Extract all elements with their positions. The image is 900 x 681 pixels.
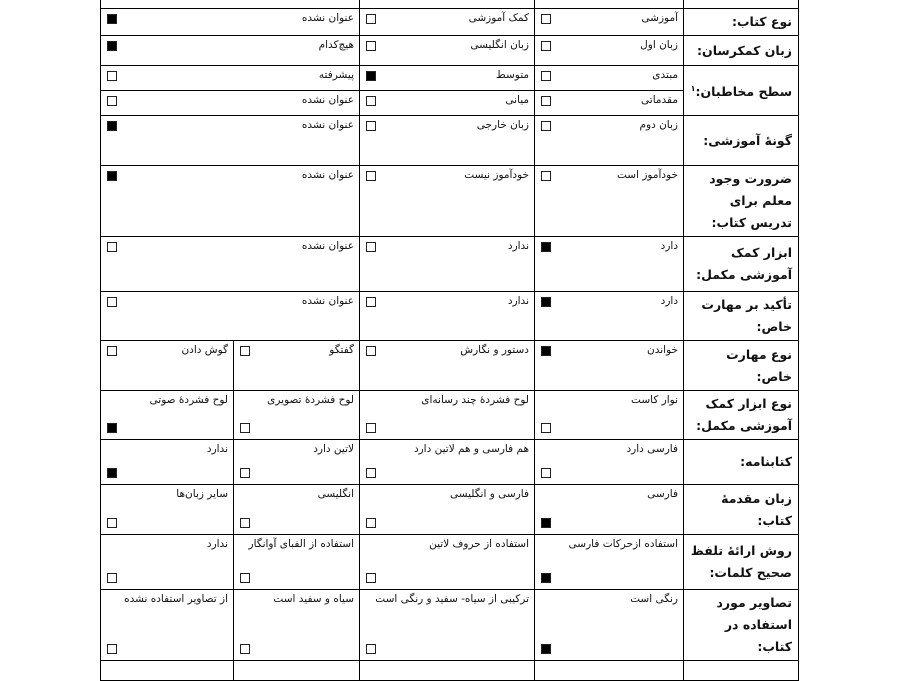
option-cell (101, 341, 234, 391)
checkbox[interactable] (240, 468, 250, 478)
option-cell (360, 237, 535, 292)
checkbox[interactable] (366, 423, 376, 433)
checkbox-checked[interactable] (107, 41, 117, 51)
checkbox[interactable] (541, 14, 551, 24)
form-row (101, 590, 799, 661)
option-label: عنوان نشده (301, 12, 354, 24)
form-row (101, 341, 799, 391)
form-row (101, 36, 799, 66)
partial-cell (535, 0, 684, 9)
option-cell (535, 292, 684, 341)
option-cell (360, 9, 535, 36)
option-cell (360, 292, 535, 341)
option-label: مبتدی (652, 69, 678, 81)
checkbox[interactable] (366, 297, 376, 307)
checkbox[interactable] (541, 171, 551, 181)
option-label: دارد (660, 240, 678, 252)
option-label: فارسی و انگلیسی (450, 488, 529, 500)
form-row (101, 9, 799, 36)
option-cell (535, 116, 684, 166)
option-cell (101, 91, 360, 116)
option-cell (101, 36, 360, 66)
checkbox[interactable] (541, 71, 551, 81)
option-label: نوار کاست (631, 394, 678, 406)
option-cell (101, 440, 234, 485)
checkbox[interactable] (240, 346, 250, 356)
option-label: استفاده از حروف لاتین (429, 538, 529, 550)
option-cell (535, 341, 684, 391)
form-row (101, 292, 799, 341)
row-label: تصاویر مورد استفاده در کتاب: (684, 590, 799, 661)
checkbox-checked[interactable] (541, 573, 551, 583)
option-label: دارد (660, 295, 678, 307)
checkbox[interactable] (107, 297, 117, 307)
checkbox[interactable] (366, 644, 376, 654)
option-cell (535, 66, 684, 91)
row-label: ابزار کمک آموزشی مکمل: (684, 237, 799, 292)
partial-cell (535, 661, 684, 681)
checkbox[interactable] (541, 121, 551, 131)
row-label: روش ارائهٔ تلفظ صحیح کلمات: (684, 535, 799, 590)
checkbox[interactable] (240, 644, 250, 654)
form-row (101, 440, 799, 485)
checkbox-checked[interactable] (541, 297, 551, 307)
option-label: زبان دوم (639, 119, 678, 131)
form-row (101, 485, 799, 535)
option-cell (360, 66, 535, 91)
option-label: میانی (505, 94, 529, 106)
option-cell (101, 116, 360, 166)
option-cell (535, 9, 684, 36)
option-label: ترکیبی از سیاه- سفید و رنگی است (375, 593, 529, 605)
option-label: عنوان نشده (301, 295, 354, 307)
option-cell (101, 166, 360, 237)
option-label: ندارد (206, 538, 228, 550)
option-cell (234, 341, 360, 391)
checkbox[interactable] (366, 242, 376, 252)
option-label: از تصاویر استفاده نشده (124, 593, 228, 605)
checkbox-checked[interactable] (541, 242, 551, 252)
option-cell (101, 391, 234, 440)
partial-cell (101, 0, 360, 9)
option-label: ندارد (507, 295, 529, 307)
checkbox[interactable] (366, 121, 376, 131)
checkbox[interactable] (240, 518, 250, 528)
option-cell (234, 535, 360, 590)
form-row (101, 116, 799, 166)
option-cell (535, 485, 684, 535)
option-label: سیاه و سفید است (273, 593, 354, 605)
option-cell (360, 535, 535, 590)
option-cell (535, 36, 684, 66)
form-row (101, 166, 799, 237)
option-label: ندارد (507, 240, 529, 252)
form-row (101, 391, 799, 440)
option-label: فارسی (647, 488, 678, 500)
option-label: هم فارسی و هم لاتین دارد (413, 443, 529, 455)
partial-cell (101, 661, 234, 681)
checkbox[interactable] (541, 96, 551, 106)
option-cell (360, 485, 535, 535)
option-cell (535, 91, 684, 116)
checkbox-checked[interactable] (541, 644, 551, 654)
option-label: مقدماتی (641, 94, 678, 106)
option-label: فارسی دارد (626, 443, 678, 455)
option-label: رنگی است (630, 593, 678, 605)
partial-cell (360, 661, 535, 681)
checkbox-checked[interactable] (107, 423, 117, 433)
option-cell (234, 440, 360, 485)
option-cell (101, 485, 234, 535)
option-label: استفاده از الفبای آوانگار (248, 538, 354, 550)
checkbox[interactable] (366, 14, 376, 24)
option-cell (234, 391, 360, 440)
checkbox[interactable] (240, 573, 250, 583)
option-label: کمک آموزشی (468, 12, 529, 24)
option-cell (101, 590, 234, 661)
checkbox[interactable] (107, 242, 117, 252)
partial-cell (234, 661, 360, 681)
option-label: آموزشی (641, 12, 678, 24)
option-cell (360, 341, 535, 391)
option-cell (360, 166, 535, 237)
option-label: لوح فشردهٔ چند رسانه‌ای (421, 394, 529, 406)
checkbox[interactable] (107, 644, 117, 654)
footnote-marker: ۱ (690, 83, 696, 93)
form-row (101, 66, 799, 91)
option-label: لاتین دارد (313, 443, 354, 455)
option-label: استفاده ازحرکات فارسی (568, 538, 678, 550)
row-label: نوع مهارت خاص: (684, 341, 799, 391)
checkbox-checked[interactable] (541, 346, 551, 356)
option-cell (234, 590, 360, 661)
option-label: خودآموز نیست (464, 169, 529, 181)
checkbox-checked[interactable] (107, 14, 117, 24)
checkbox-checked[interactable] (541, 518, 551, 528)
option-label: متوسط (496, 69, 529, 81)
row-label: ضرورت وجود معلم برای تدریس کتاب: (684, 166, 799, 237)
option-label: خودآموز است (617, 169, 678, 181)
checkbox[interactable] (240, 423, 250, 433)
partial-cell (684, 0, 799, 9)
option-label: هیچ‌کدام (318, 39, 354, 51)
option-cell (535, 237, 684, 292)
row-label: زبان مقدمهٔ کتاب: (684, 485, 799, 535)
option-label: زبان اول (640, 39, 678, 51)
form-row (101, 237, 799, 292)
option-cell (535, 166, 684, 237)
book-evaluation-form (100, 0, 799, 681)
option-cell (360, 91, 535, 116)
option-cell (535, 391, 684, 440)
option-label: عنوان نشده (301, 94, 354, 106)
form-row-partial (101, 0, 799, 9)
option-cell (360, 590, 535, 661)
option-cell (535, 535, 684, 590)
row-label: گونهٔ آموزشی: (684, 116, 799, 166)
checkbox[interactable] (366, 573, 376, 583)
checkbox-checked[interactable] (107, 121, 117, 131)
row-label: سطح مخاطبان:$^۱$ (684, 66, 799, 116)
option-cell (360, 36, 535, 66)
checkbox[interactable] (366, 41, 376, 51)
checkbox[interactable] (366, 518, 376, 528)
checkbox[interactable] (541, 468, 551, 478)
option-label: گفتگو (329, 344, 354, 356)
option-cell (234, 485, 360, 535)
option-label: لوح فشردهٔ صوتی (149, 394, 228, 406)
option-cell (101, 237, 360, 292)
checkbox[interactable] (541, 423, 551, 433)
checkbox[interactable] (366, 468, 376, 478)
form-row (101, 535, 799, 590)
checkbox[interactable] (107, 96, 117, 106)
option-label: عنوان نشده (301, 240, 354, 252)
option-cell (360, 116, 535, 166)
option-label: زبان انگلیسی (470, 39, 529, 51)
checkbox[interactable] (107, 71, 117, 81)
checkbox[interactable] (107, 573, 117, 583)
option-label: عنوان نشده (301, 169, 354, 181)
form-row-partial (101, 661, 799, 681)
row-label: کتابنامه: (684, 440, 799, 485)
option-label: لوح فشردهٔ تصویری (267, 394, 354, 406)
partial-cell (360, 0, 535, 9)
option-label: انگلیسی (317, 488, 354, 500)
checkbox[interactable] (366, 346, 376, 356)
partial-cell (684, 661, 799, 681)
row-label: نوع ابزار کمک آموزشی مکمل: (684, 391, 799, 440)
option-cell (101, 535, 234, 590)
option-label: دستور و نگارش (460, 344, 529, 356)
checkbox[interactable] (366, 96, 376, 106)
row-label: تأکید بر مهارت خاص: (684, 292, 799, 341)
option-cell (360, 440, 535, 485)
checkbox-checked[interactable] (107, 171, 117, 181)
option-cell (101, 9, 360, 36)
option-label: زبان خارجی (476, 119, 529, 131)
checkbox-checked[interactable] (366, 71, 376, 81)
row-label: زبان کمکرسان: (684, 36, 799, 66)
option-label: خواندن (647, 344, 678, 356)
option-label: گوش دادن (181, 344, 228, 356)
option-cell (360, 391, 535, 440)
checkbox[interactable] (107, 346, 117, 356)
option-cell (101, 66, 360, 91)
checkbox[interactable] (107, 518, 117, 528)
option-cell (535, 440, 684, 485)
option-label: سایر زبان‌ها (176, 488, 228, 500)
option-cell (101, 292, 360, 341)
option-cell (535, 590, 684, 661)
checkbox[interactable] (366, 171, 376, 181)
row-label: نوع کتاب: (684, 9, 799, 36)
checkbox[interactable] (541, 41, 551, 51)
option-label: عنوان نشده (301, 119, 354, 131)
checkbox-checked[interactable] (107, 468, 117, 478)
option-label: ندارد (206, 443, 228, 455)
option-label: پیشرفته (318, 69, 354, 81)
